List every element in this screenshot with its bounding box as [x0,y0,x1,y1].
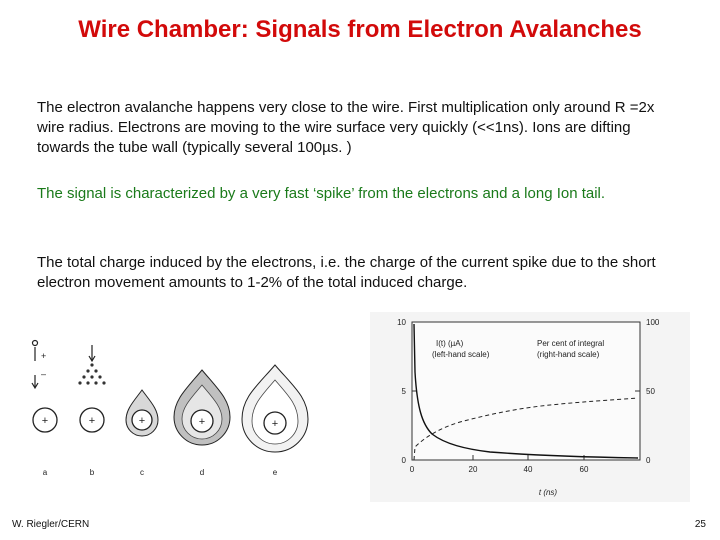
right-tick-100: 100 [646,318,660,327]
panel-a-minus-label: – [41,369,47,379]
x-tick-0: 0 [409,465,415,474]
panel-d-wire [174,370,230,445]
panel-b-wire [80,408,104,432]
left-tick-5: 5 [401,387,406,396]
panel-a-plus-label: + [41,351,47,361]
x-tick-60: 60 [579,465,589,474]
x-tick-20: 20 [468,465,478,474]
avalanche-development-figure [30,335,315,485]
page-number: 25 [694,519,706,530]
panel-b-avalanche-triangle [78,363,105,384]
panel-b-wire-plus: + [88,415,96,427]
panel-b-arrows [89,345,95,361]
x-axis-label: t (ns) [538,488,558,497]
panel-e-wire-plus: + [271,418,279,430]
legend-integral-title: Per cent of integral [537,339,605,348]
panel-a-arrows [32,341,38,389]
panel-label-a: a [42,468,48,477]
legend-current-scale: (left-hand scale) [432,350,490,359]
panel-c-wire [126,390,158,436]
panel-a-wire-plus: + [41,415,49,427]
paragraph-induced-charge: The total charge induced by the electrons, i.e. the charge of the current spike due to the short electron movement amounts to 1-2% of the total induced charge. [37,254,656,291]
left-tick-10: 10 [397,318,406,327]
signal-current-plot [370,312,690,502]
panel-d-wire-plus: + [198,416,206,428]
x-tick-40: 40 [523,465,533,474]
right-tick-0: 0 [646,456,651,465]
panel-c-wire-plus: + [138,415,146,427]
panel-label-c: c [140,468,144,477]
legend-integral-scale: (right-hand scale) [537,350,600,359]
paragraph-signal-shape: The signal is characterized by a very fast ‘spike’ from the electrons and a long Ion tail. [37,185,606,202]
panel-label-e: e [272,468,278,477]
right-tick-50: 50 [646,387,655,396]
paragraph-avalanche: The electron avalanche happens very close to the wire. First multiplication only around R =2x wire radius. Electrons are moving to the wire surface very quickly (<<1ns). Ions are difting towards the tube wall (typically several 100µs. ) [37,99,655,156]
legend-current-title: I(t) (µA) [436,339,464,348]
panel-a-wire [33,408,57,432]
footer-author: W. Riegler/CERN [12,519,90,530]
left-tick-0: 0 [401,456,406,465]
panel-label-d: d [199,468,205,477]
slide-title: Wire Chamber: Signals from Electron Avalanches [78,16,642,43]
panel-label-b: b [89,468,95,477]
panel-e-wire [242,365,308,452]
